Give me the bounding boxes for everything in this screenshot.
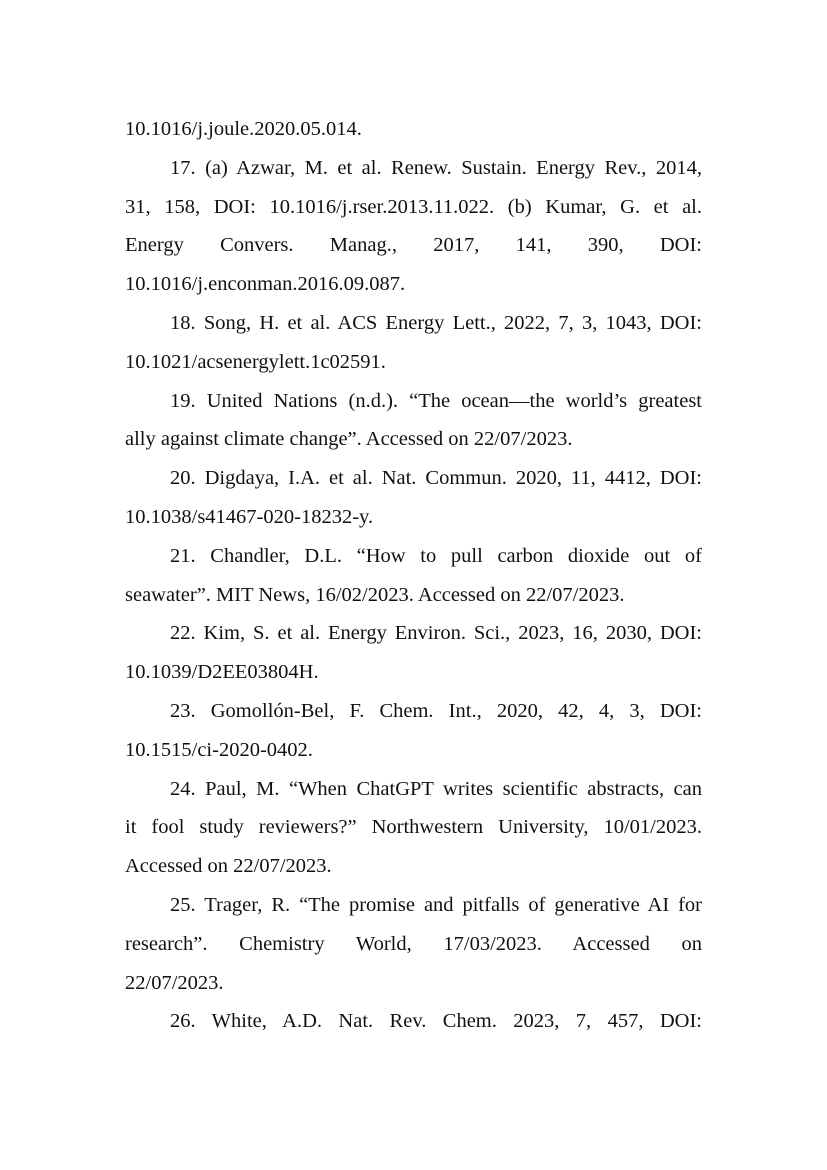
reference-line: 17. (a) Azwar, M. et al. Renew. Sustain. Energy Rev., 2014, xyxy=(170,156,702,179)
reference-line: 21. Chandler, D.L. “How to pull carbon dioxide out of xyxy=(170,544,702,567)
reference-line: seawater”. MIT News, 16/02/2023. Accessed on 22/07/2023. xyxy=(125,583,625,606)
reference-line: 10.1016/j.joule.2020.05.014. xyxy=(125,118,362,140)
reference-line: ally against climate change”. Accessed on 22/07/2023. xyxy=(125,428,573,451)
reference-line: 10.1021/acsenergylett.1c02591. xyxy=(125,350,386,373)
reference-line: 23. Gomollón-Bel, F. Chem. Int., 2020, 42, 4, 3, DOI: xyxy=(170,699,702,722)
reference-line: 25. Trager, R. “The promise and pitfalls of generative AI for xyxy=(170,893,702,916)
reference-line: 10.1038/s41467-020-18232-y. xyxy=(125,505,374,528)
reference-line: 22. Kim, S. et al. Energy Environ. Sci., 2023, 16, 2030, DOI: xyxy=(170,622,702,645)
reference-line: 10.1515/ci-2020-0402. xyxy=(125,738,313,761)
reference-line: research”. Chemistry World, 17/03/2023. Accessed on xyxy=(125,932,702,955)
reference-line: 31, 158, DOI: 10.1016/j.rser.2013.11.022. (b) Kumar, G. et al. xyxy=(125,195,702,218)
reference-line: 10.1039/D2EE03804H. xyxy=(125,661,319,684)
reference-line: Accessed on 22/07/2023. xyxy=(125,855,332,878)
reference-line: 24. Paul, M. “When ChatGPT writes scientific abstracts, can xyxy=(170,777,702,800)
reference-line: 19. United Nations (n.d.). “The ocean—the world’s greatest xyxy=(170,389,702,412)
reference-list xyxy=(125,110,702,1041)
reference-line: 20. Digdaya, I.A. et al. Nat. Commun. 2020, 11, 4412, DOI: xyxy=(170,467,702,490)
reference-line: 26. White, A.D. Nat. Rev. Chem. 2023, 7, 457, DOI: xyxy=(170,1010,702,1033)
reference-line: 22/07/2023. xyxy=(125,971,224,994)
reference-line: 18. Song, H. et al. ACS Energy Lett., 2022, 7, 3, 1043, DOI: xyxy=(170,311,702,334)
reference-line: it fool study reviewers?” Northwestern University, 10/01/2023. xyxy=(125,816,702,839)
reference-line: 10.1016/j.enconman.2016.09.087. xyxy=(125,273,406,296)
reference-line: Energy Convers. Manag., 2017, 141, 390, DOI: xyxy=(125,234,702,257)
